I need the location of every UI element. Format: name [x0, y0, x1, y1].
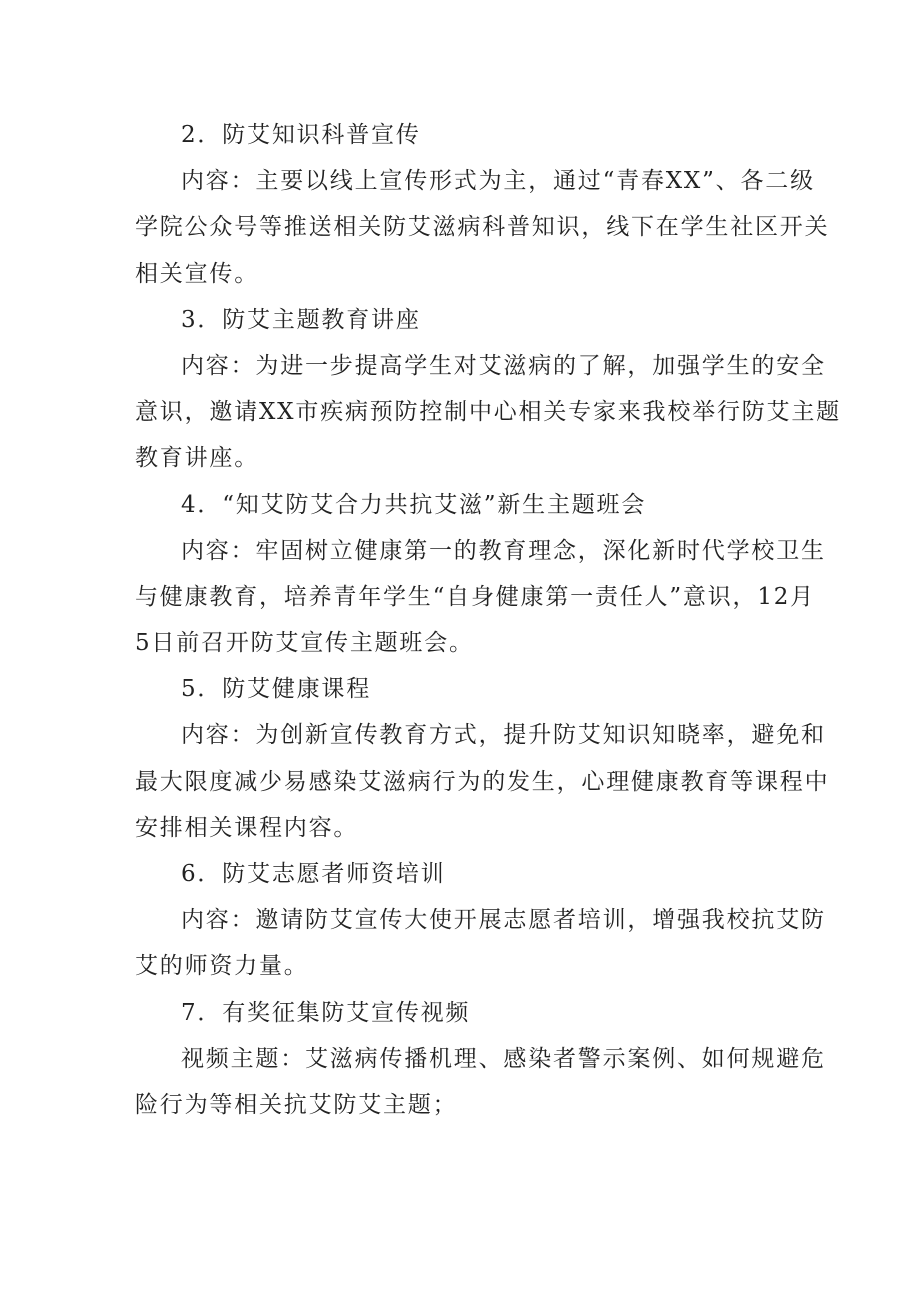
paragraph-line: 内容：主要以线上宣传形式为主，通过“青春XX”、各二级: [181, 168, 815, 195]
paragraph-line: 学院公众号等推送相关防艾滋病科普知识，线下在学生社区开关: [135, 214, 830, 241]
section-heading-5: 5．防艾健康课程: [181, 676, 372, 703]
paragraph-line: 安排相关课程内容。: [135, 814, 359, 841]
paragraph-line: 教育讲座。: [135, 445, 259, 472]
paragraph-line: 内容：牢固树立健康第一的教育理念，深化新时代学校卫生: [181, 537, 826, 564]
paragraph-line: 内容：为进一步提高学生对艾滋病的了解，加强学生的安全: [181, 352, 826, 379]
section-heading-4: 4．“知艾防艾合力共抗艾滋”新生主题班会: [181, 491, 647, 518]
paragraph-line: 意识，邀请XX市疾病预防控制中心相关专家来我校举行防艾主题: [135, 399, 841, 426]
paragraph-line: 视频主题：艾滋病传播机理、感染者警示案例、如何规避危: [181, 1045, 826, 1072]
paragraph-line: 5日前召开防艾宣传主题班会。: [135, 630, 474, 657]
paragraph-line: 内容：为创新宣传教育方式，提升防艾知识知晓率，避免和: [181, 722, 826, 749]
paragraph-line: 艾的师资力量。: [135, 953, 309, 980]
paragraph-line: 险行为等相关抗艾防艾主题；: [135, 1091, 458, 1118]
section-heading-3: 3．防艾主题教育讲座: [181, 306, 421, 333]
paragraph-line: 最大限度减少易感染艾滋病行为的发生，心理健康教育等课程中: [135, 768, 830, 795]
section-heading-6: 6．防艾志愿者师资培训: [181, 861, 446, 887]
paragraph-line: 相关宣传。: [135, 260, 259, 287]
paragraph-line: 内容：邀请防艾宣传大使开展志愿者培训，增强我校抗艾防: [181, 907, 826, 934]
paragraph-line: 与健康教育，培养青年学生“自身健康第一责任人”意识，12月: [135, 583, 815, 610]
section-heading-2: 2．防艾知识科普宣传: [181, 122, 421, 148]
section-heading-7: 7．有奖征集防艾宣传视频: [181, 999, 471, 1026]
